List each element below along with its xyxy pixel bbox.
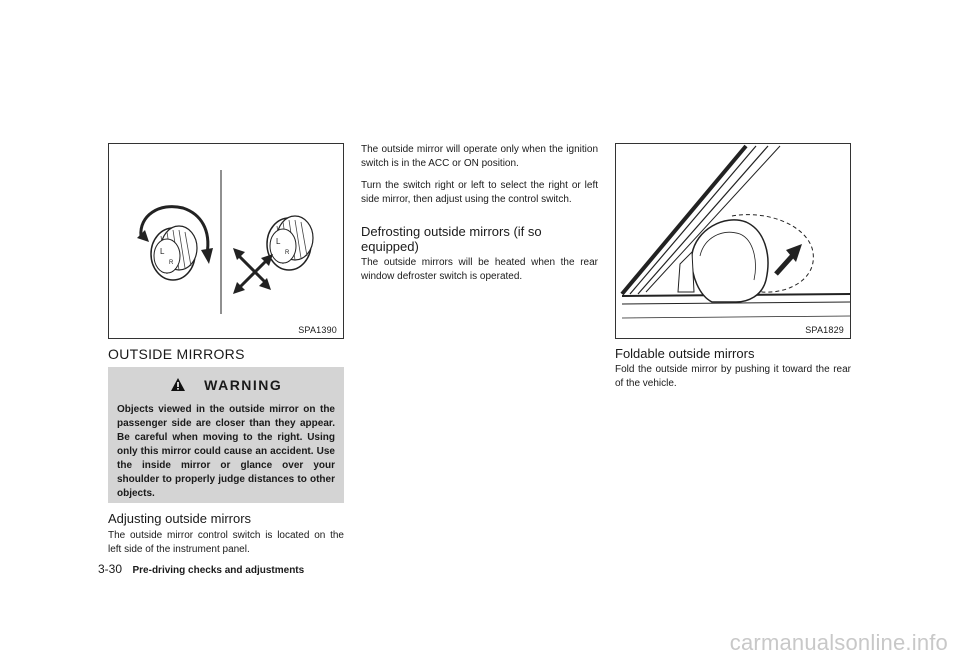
section-title-outside-mirrors: OUTSIDE MIRRORS xyxy=(108,346,245,362)
page-number: 3-30 xyxy=(98,562,123,576)
knob-right-l: L xyxy=(276,237,281,246)
adjusting-text: The outside mirror control switch is located on the left side of the instrument panel. xyxy=(108,530,344,555)
warning-text: Objects viewed in the outside mirror on the passenger side are closer than they appear. Be careful when moving to the right. Using only this mirror could cause an accident. Use the inside mirror or glance over your shoulder to properly judge distances to other objects. xyxy=(117,404,335,499)
warning-triangle-icon xyxy=(170,377,186,392)
warning-box xyxy=(108,367,344,503)
mirror-switch-illustration xyxy=(109,144,343,338)
foldable-mirror-figure xyxy=(615,143,851,339)
knob-left-r: R xyxy=(169,260,174,266)
knob-right xyxy=(233,216,313,294)
defrost-text: The outside mirrors will be heated when the rear window defroster switch is operated. xyxy=(361,257,598,282)
figure-label-spa1390: SPA1390 xyxy=(298,325,337,335)
site-watermark: carmanualsonline.info xyxy=(729,630,948,655)
foldable-title: Foldable outside mirrors xyxy=(615,346,755,361)
subsection-title-adjusting: Adjusting outside mirrors xyxy=(108,511,252,526)
page-footer xyxy=(98,560,304,578)
operation-text: The outside mirror will operate only when the ignition switch is in the ACC or ON position. xyxy=(361,144,598,169)
mirror-switch-figure xyxy=(108,143,344,339)
figure-label-spa1829: SPA1829 xyxy=(805,325,844,335)
foldable-mirror-illustration xyxy=(616,144,850,338)
knob-right-r: R xyxy=(285,250,290,256)
warning-title: WARNING xyxy=(204,377,283,393)
defrost-title: Defrosting outside mirrors (if so equipped) xyxy=(361,224,542,254)
chapter-title: Pre-driving checks and adjustments xyxy=(132,565,305,576)
foldable-text: Fold the outside mirror by pushing it toward the rear of the vehicle. xyxy=(615,364,851,389)
warning-header xyxy=(108,377,344,395)
select-mirror-text: Turn the switch right or left to select the right or left side mirror, then adjust using the control switch. xyxy=(361,180,598,205)
knob-left-l: L xyxy=(160,247,165,256)
knob-left xyxy=(137,207,213,280)
